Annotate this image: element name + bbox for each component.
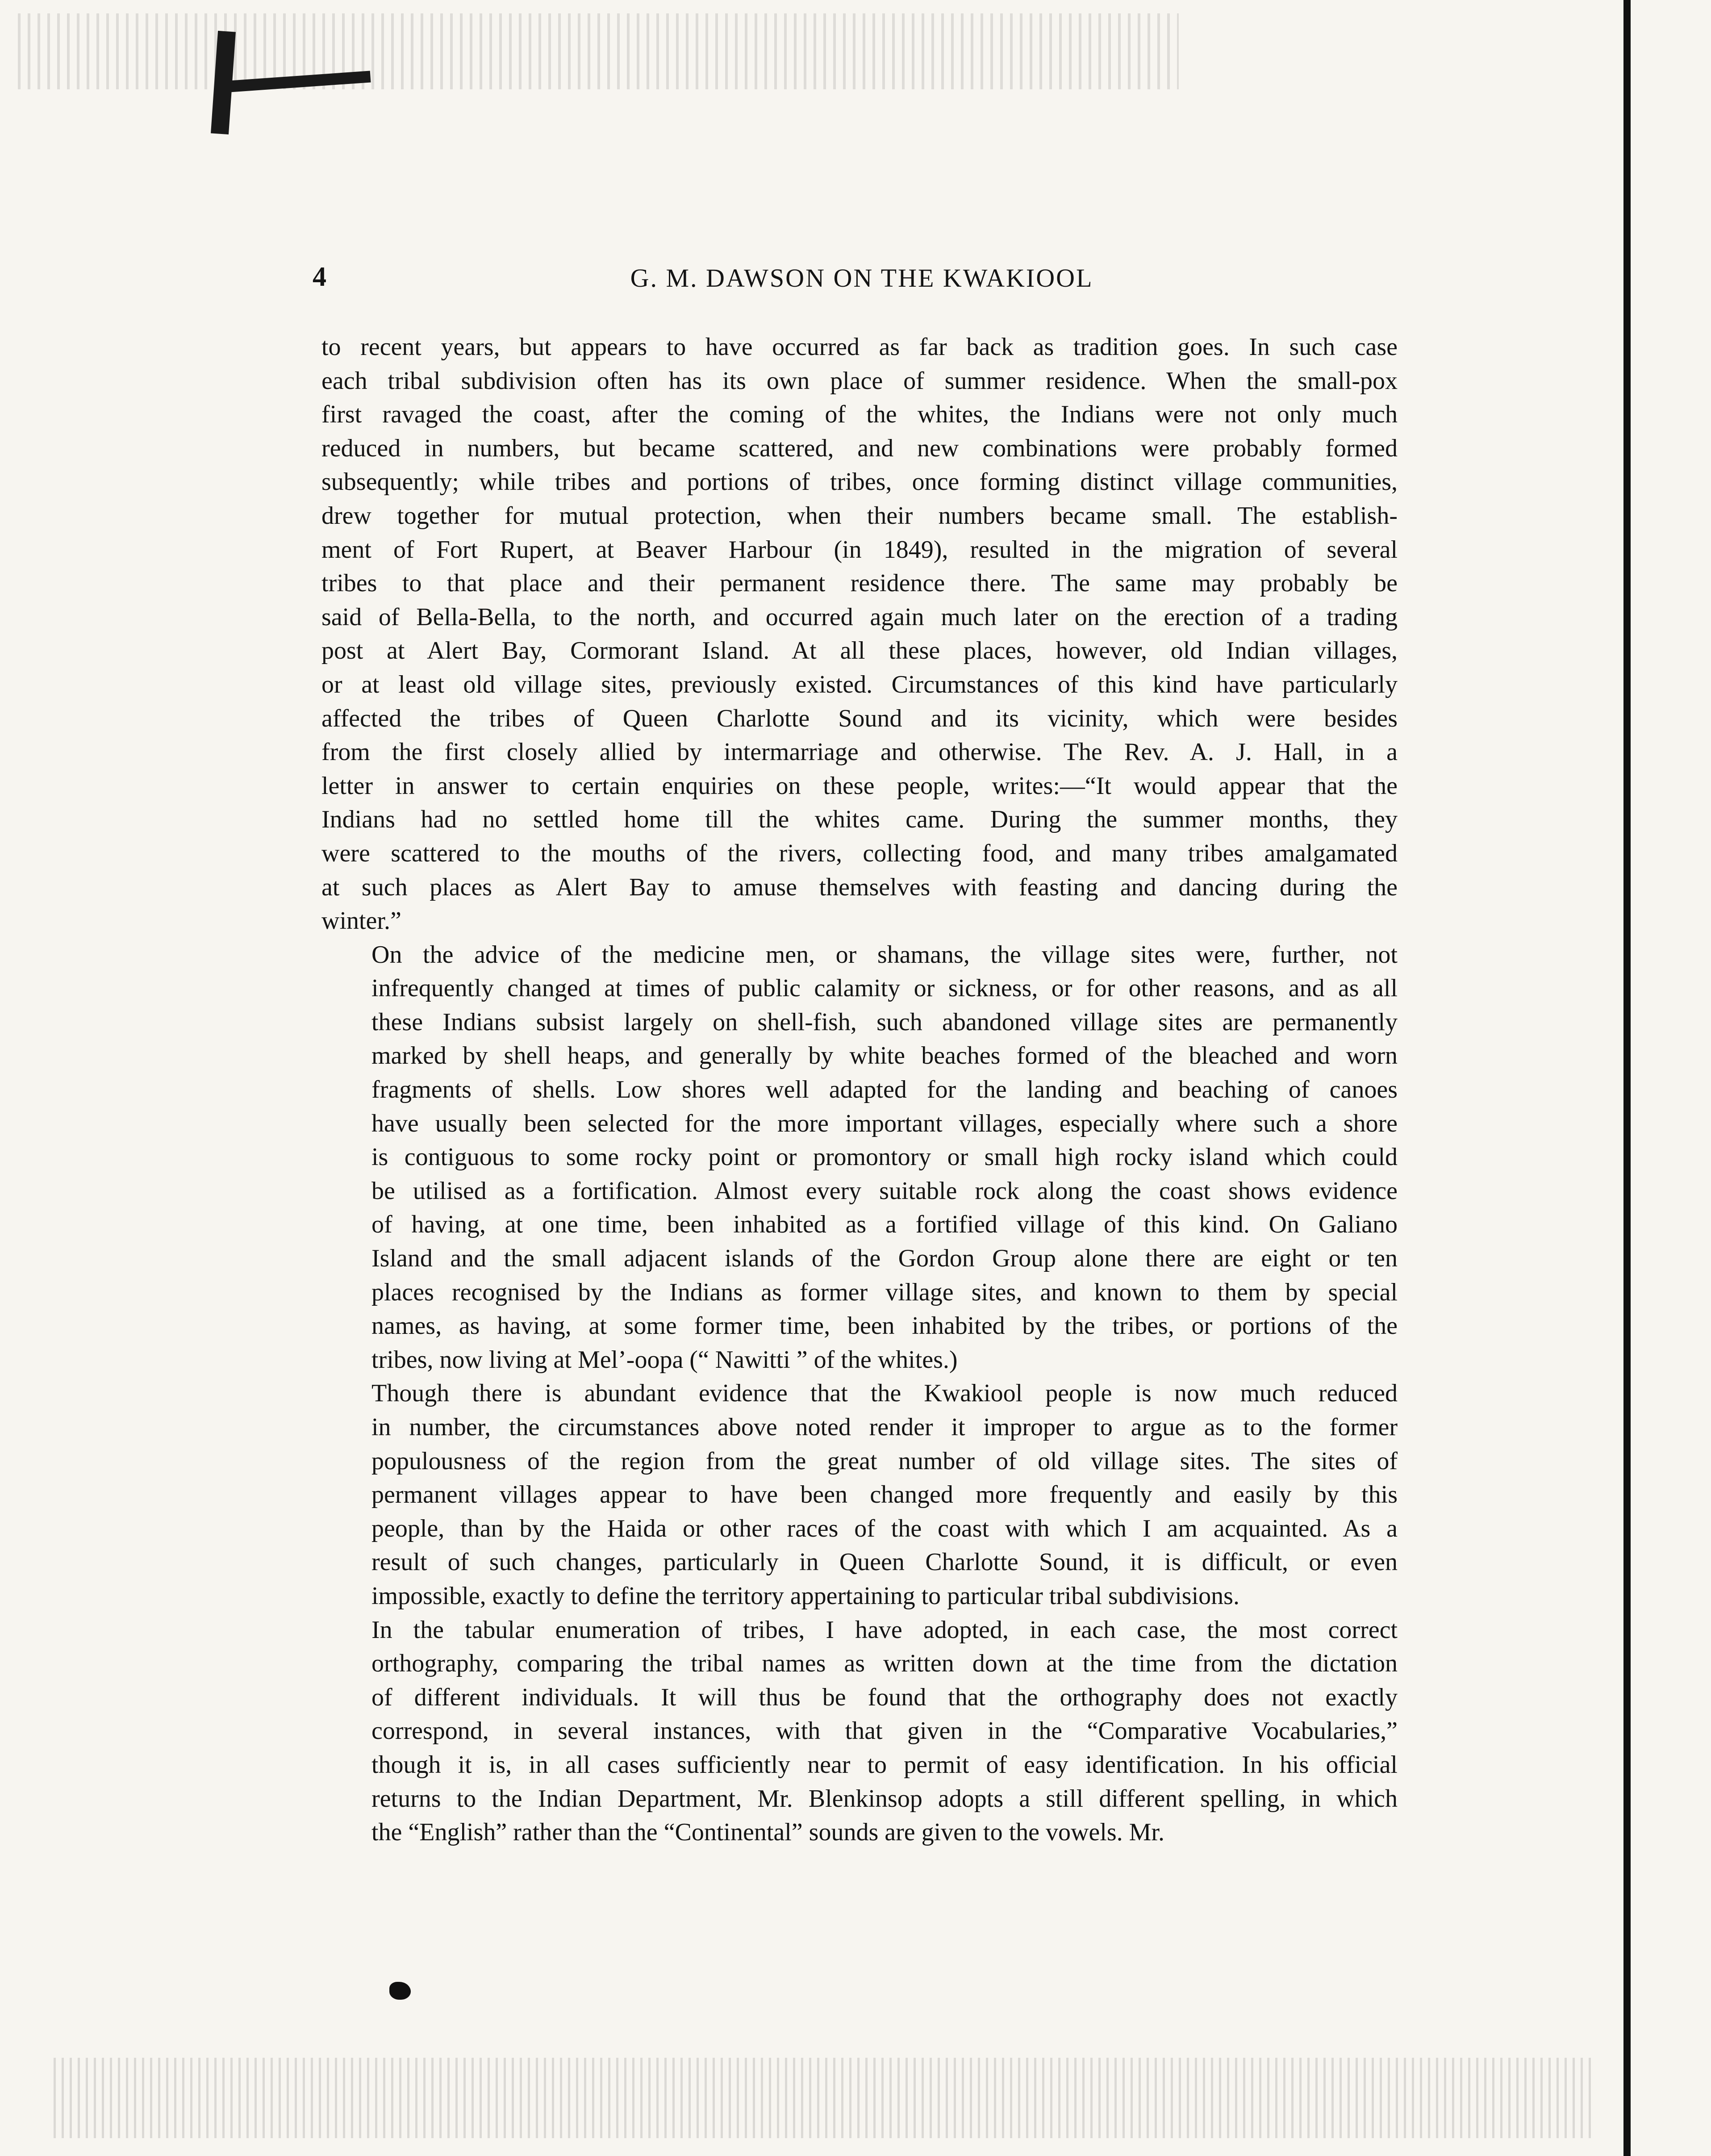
text-line: Island and the small adjacent islands of the Gordon Group alone there are eight or ten: [371, 1245, 1398, 1273]
text-line: drew together for mutual protection, when their numbers became small. The establish-: [321, 501, 1398, 530]
text-line: is contiguous to some rocky point or promontory or small high rocky island which could: [371, 1143, 1398, 1171]
text-line: have usually been selected for the more important villages, especially where such a shore: [371, 1109, 1398, 1137]
text-line: at such places as Alert Bay to amuse themselves with feasting and dancing during the: [321, 873, 1398, 901]
text-line: result of such changes, particularly in Queen Charlotte Sound, it is difficult, or even: [371, 1548, 1398, 1576]
scan-artifact-bottom: [54, 2058, 1594, 2138]
paragraph: [321, 330, 1398, 938]
text-line: be utilised as a fortification. Almost every suitable rock along the coast shows evidence: [371, 1177, 1398, 1205]
text-line: people, than by the Haida or other races of the coast with which I am acquainted. As a: [371, 1514, 1398, 1542]
text-line: to recent years, but appears to have occurred as far back as tradition goes. In such case: [321, 333, 1398, 361]
page-edge-shadow: [1623, 0, 1631, 2156]
text-line: of having, at one time, been inhabited as a fortified village of this kind. On Galiano: [371, 1211, 1398, 1239]
scan-artifact-top: [18, 13, 1179, 89]
text-line: tribes to that place and their permanent residence there. The same may probably be: [321, 569, 1398, 597]
text-line: from the first closely allied by intermarriage and otherwise. The Rev. A. J. Hall, in a: [321, 738, 1398, 766]
text-line: places recognised by the Indians as former village sites, and known to them by special: [371, 1278, 1398, 1306]
text-line: populousness of the region from the great number of old village sites. The sites of: [371, 1447, 1398, 1475]
body-text: [321, 330, 1398, 1850]
text-line: were scattered to the mouths of the rivers, collecting food, and many tribes amalgamated: [321, 839, 1398, 867]
text-line: reduced in numbers, but became scattered, and new combinations were probably formed: [321, 434, 1398, 462]
text-line: letter in answer to certain enquiries on these people, writes:—“It would appear that the: [321, 772, 1398, 800]
text-line: these Indians subsist largely on shell-fish, such abandoned village sites are permanently: [371, 1008, 1398, 1036]
text-line: in number, the circumstances above noted render it improper to argue as to the former: [371, 1413, 1398, 1441]
text-line: subsequently; while tribes and portions of tribes, once forming distinct village communities,: [321, 468, 1398, 496]
text-line: of different individuals. It will thus be found that the orthography does not exactly: [371, 1683, 1398, 1711]
text-line: ment of Fort Rupert, at Beaver Harbour (in 1849), resulted in the migration of several: [321, 535, 1398, 564]
text-line: first ravaged the coast, after the coming of the whites, the Indians were not only much: [321, 401, 1398, 429]
ink-blot: [389, 1982, 411, 2000]
paragraph: [321, 1613, 1398, 1850]
page-number: 4: [313, 262, 326, 292]
paragraph: [321, 1377, 1398, 1613]
running-head: G. M. DAWSON ON THE KWAKIOOL: [630, 263, 1093, 292]
page-header: [313, 261, 1411, 297]
text-line: impossible, exactly to define the territory appertaining to particular tribal subdivisions.: [371, 1582, 1239, 1610]
text-line: or at least old village sites, previously existed. Circumstances of this kind have particularly: [321, 670, 1398, 698]
text-line: tribes, now living at Mel’-oopa (“ Nawitti ” of the whites.): [371, 1345, 958, 1374]
text-line: Indians had no settled home till the whites came. During the summer months, they: [321, 806, 1398, 834]
text-line: each tribal subdivision often has its own place of summer residence. When the small-pox: [321, 367, 1398, 395]
text-line: orthography, comparing the tribal names as written down at the time from the dictation: [371, 1650, 1398, 1678]
text-line: In the tabular enumeration of tribes, I have adopted, in each case, the most correct: [371, 1616, 1398, 1644]
text-line: winter.”: [321, 907, 401, 935]
text-line: names, as having, at some former time, been inhabited by the tribes, or portions of the: [371, 1312, 1398, 1340]
text-line: infrequently changed at times of public calamity or sickness, or for other reasons, and as all: [371, 974, 1398, 1003]
text-line: though it is, in all cases sufficiently near to permit of easy identification. In his official: [371, 1751, 1398, 1779]
text-line: fragments of shells. Low shores well adapted for the landing and beaching of canoes: [371, 1076, 1398, 1104]
text-line: the “English” rather than the “Continental” sounds are given to the vowels. Mr.: [371, 1818, 1164, 1847]
text-line: affected the tribes of Queen Charlotte Sound and its vicinity, which were besides: [321, 704, 1398, 732]
text-line: correspond, in several instances, with that given in the “Comparative Vocabularies,”: [371, 1717, 1398, 1745]
text-line: said of Bella-Bella, to the north, and occurred again much later on the erection of a trading: [321, 603, 1398, 631]
text-line: marked by shell heaps, and generally by white beaches formed of the bleached and worn: [371, 1042, 1398, 1070]
paragraph: [321, 938, 1398, 1377]
text-line: Though there is abundant evidence that the Kwakiool people is now much reduced: [371, 1379, 1398, 1408]
text-line: post at Alert Bay, Cormorant Island. At all these places, however, old Indian villages,: [321, 637, 1398, 665]
text-line: permanent villages appear to have been changed more frequently and easily by this: [371, 1481, 1398, 1509]
text-line: returns to the Indian Department, Mr. Blenkinsop adopts a still different spelling, in which: [371, 1784, 1398, 1813]
text-line: On the advice of the medicine men, or shamans, the village sites were, further, not: [371, 940, 1398, 969]
